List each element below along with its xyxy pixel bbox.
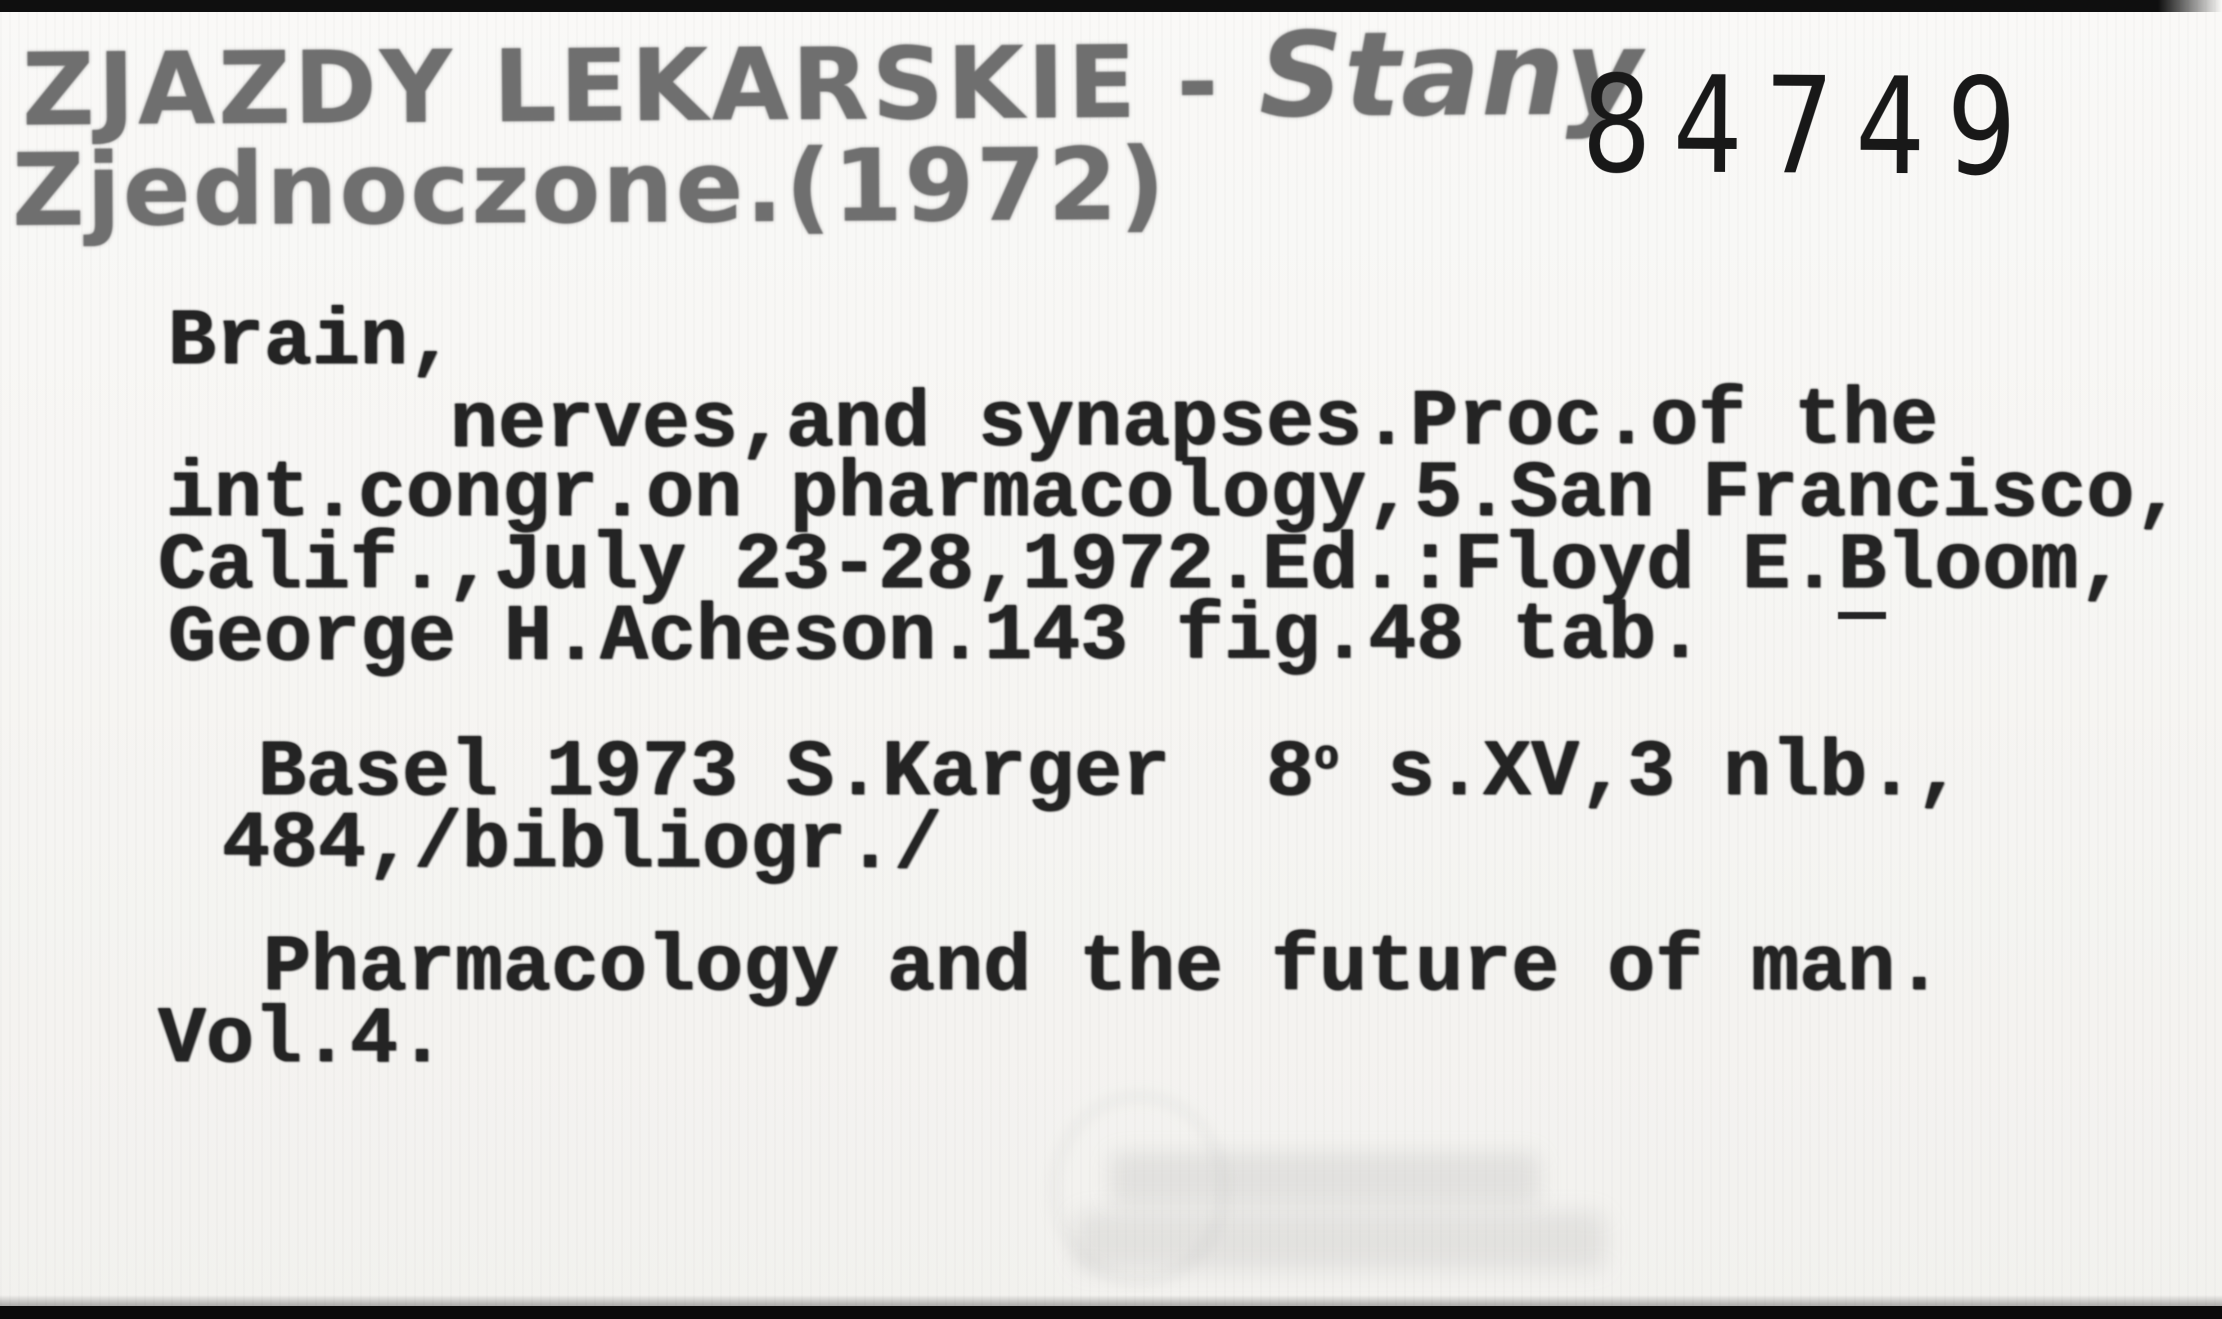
scan-edge-bottom: [0, 1306, 2222, 1319]
scan-edge-top: [0, 0, 2158, 12]
scan-edge-top-fade: [2158, 0, 2222, 12]
scan-edge-bottom-fuzz: [0, 1295, 2222, 1306]
stamp-bleedthrough-ring: [1050, 1092, 1228, 1285]
title-line-3: int.congr.on pharmacology,5.San Francisco,: [166, 449, 2183, 540]
series-line-1: Pharmacology and the future of man.: [263, 923, 1944, 1014]
title-line-4-filing-underline: B: [1838, 521, 1886, 619]
subject-heading-script: Stany: [1258, 4, 1644, 145]
accession-number: 84749: [1581, 47, 2039, 206]
imprint-line-1-post: s.XV,3 nlb.,: [1339, 728, 1964, 819]
title-line-5: George H.Acheson.143 fig.48 tab.: [167, 590, 1705, 685]
subject-heading-line2: Zjednoczone.(1972): [11, 125, 1168, 250]
title-line-4-post: loom,: [1886, 521, 2127, 612]
imprint-line-2: 484,/bibliogr./: [221, 799, 943, 892]
stamp-bleedthrough-row2: [1075, 1212, 1605, 1270]
imprint-line-1-pre: Basel 1973 S.Karger 8: [258, 728, 1315, 819]
stamp-bleedthrough-row1: [1110, 1152, 1540, 1204]
title-line-2: nerves,and synapses.Proc.of the: [449, 376, 1939, 471]
subject-heading-line1: [21, 4, 1644, 149]
subject-heading-caps: ZJAZDY LEKARSKIE -: [21, 23, 1260, 149]
title-line-4-pre: Calif.,July 23-28,1972.Ed.:Floyd E.: [158, 521, 1839, 612]
series-line-2: Vol.4.: [158, 995, 447, 1086]
octavo-superscript: o: [1314, 734, 1340, 782]
title-line-1: Brain,: [168, 297, 457, 388]
